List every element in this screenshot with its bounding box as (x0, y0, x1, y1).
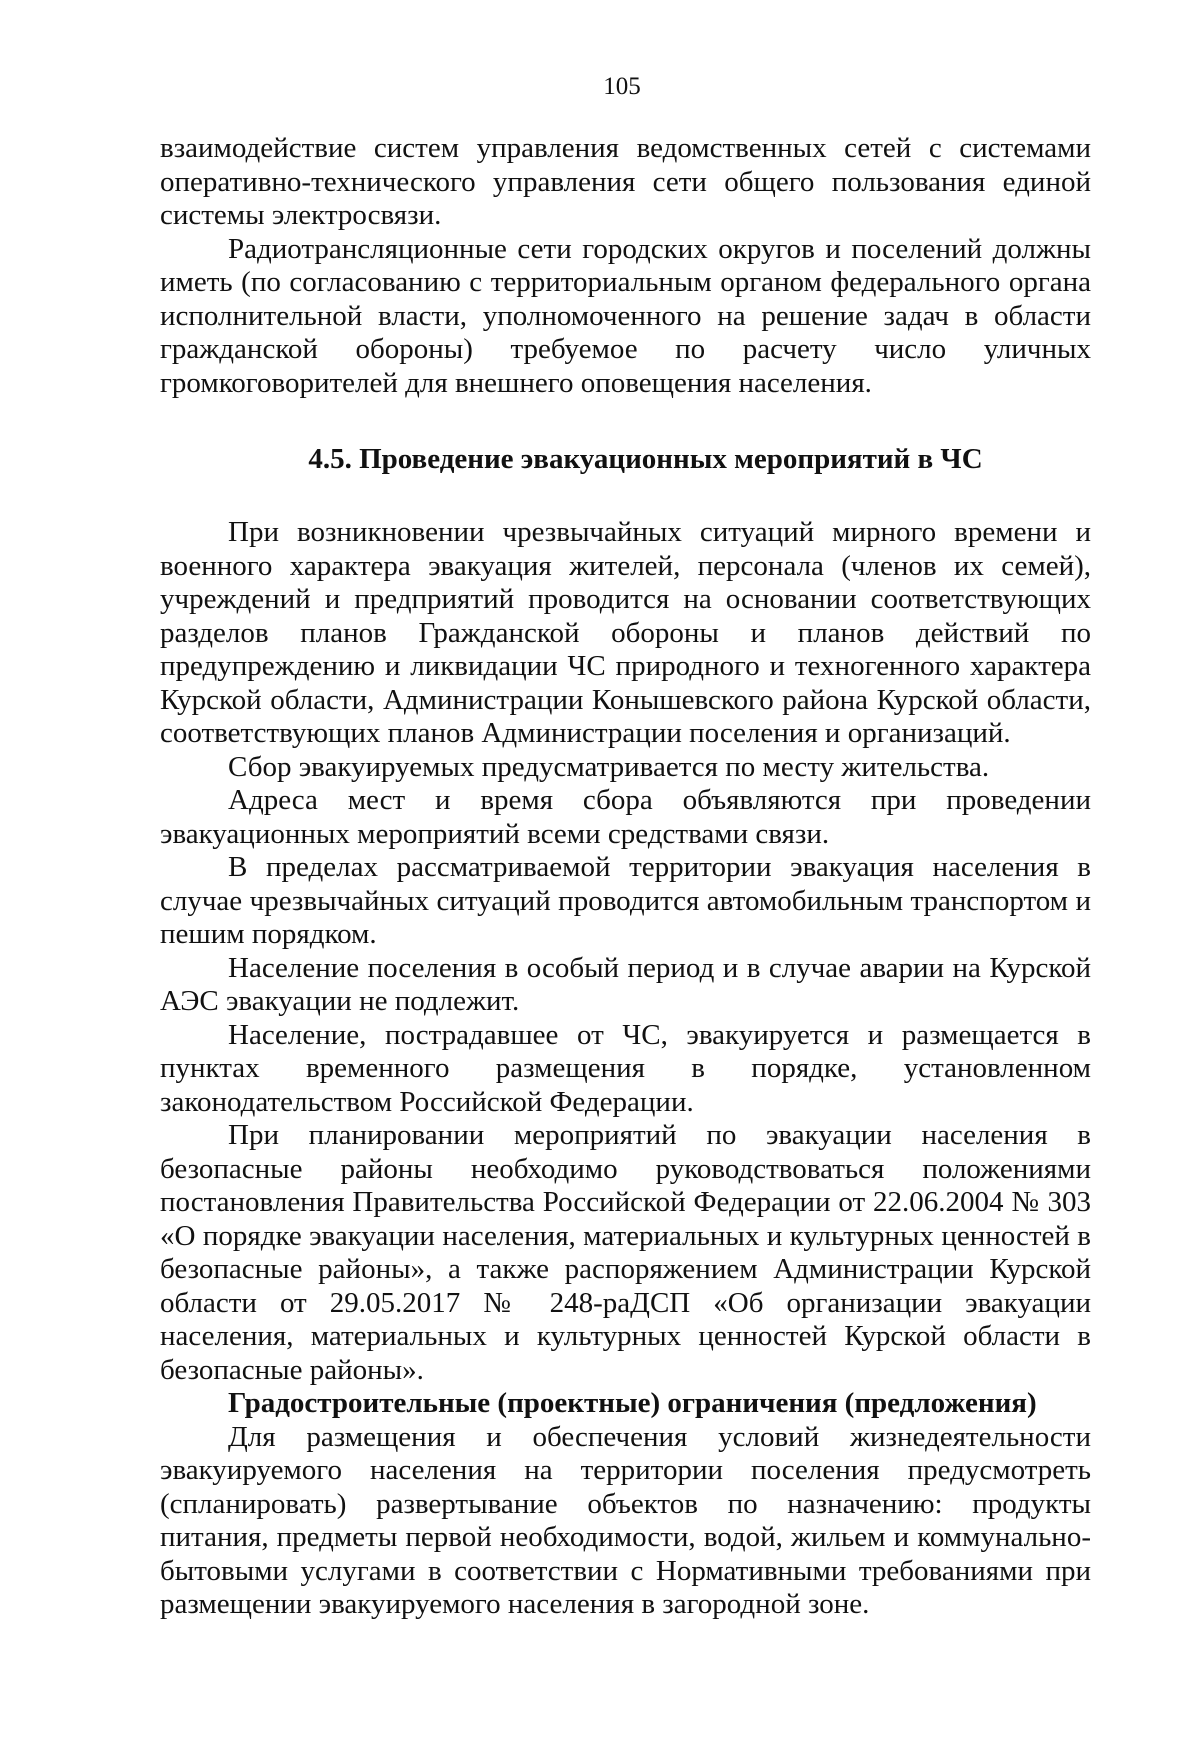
paragraph: Население, пострадавшее от ЧС, эвакуируется и размещается в пунктах временного размещения в порядке, установленном законодательством Российской Федерации. (160, 1018, 1091, 1118)
page-number: 105 (603, 73, 641, 100)
paragraph: Сбор эвакуируемых предусматривается по месту жительства. (228, 750, 990, 783)
paragraph: В пределах рассматриваемой территории эвакуация населения в случае чрезвычайных ситуаций проводится автомобильным транспортом и пешим порядком. (160, 851, 1091, 950)
paragraph: взаимодействие систем управления ведомственных сетей с системами оперативно-технического управления сети общего пользования единой системы электросвязи. (160, 132, 1091, 231)
paragraph: При возникновении чрезвычайных ситуаций мирного времени и военного характера эвакуация жителей, персонала (членов их семей), учреждений и предприятий проводится на основании соответствующих разделов планов Гражданской обороны и планов действий по предупреждению и ликвидации ЧС природного и техногенного характера Курской области, Администрации Конышевского района Курской области, соответствующих планов Администрации поселения и организаций. (160, 516, 1091, 749)
paragraph: Адреса мест и время сбора объявляются при проведении эвакуационных мероприятий всеми средствами связи. (160, 784, 1091, 850)
subheading: Градостроительные (проектные) ограничения (предложения) (228, 1387, 1037, 1419)
paragraph: Для размещения и обеспечения условий жизнедеятельности эвакуируемого населения на территории поселения предусмотреть (спланировать) развертывание объектов по назначению: продукты питания, предметы первой необходимости, водой, жильем и коммунально-бытовыми услугами в соответствии с Нормативными требованиями при размещении эвакуируемого населения в загородной зоне. (160, 1420, 1091, 1620)
document-body (160, 132, 1091, 1622)
paragraph: Радиотрансляционные сети городских округов и поселений должны иметь (по согласованию с территориальным органом федерального органа исполнительной власти, уполномоченного на решение задач в области гражданской обороны) требуемое по расчету число уличных громкоговорителей для внешнего оповещения населения. (160, 232, 1091, 399)
paragraph: Население поселения в особый период и в случае аварии на Курской АЭС эвакуации не подлежит. (160, 951, 1091, 1017)
paragraph: При планировании мероприятий по эвакуации населения в безопасные районы необходимо руководствоваться положениями постановления Правительства Российской Федерации от 22.06.2004 № 303 «О порядке эвакуации населения, материальных и культурных ценностей в безопасные районы», а также распоряжением Администрации Курской области от 29.05.2017 № 248-раДСП «Об организации эвакуации населения, материальных и культурных ценностей Курской области в безопасные районы». (160, 1119, 1091, 1386)
section-heading: 4.5. Проведение эвакуационных мероприятий в ЧС (308, 443, 983, 475)
